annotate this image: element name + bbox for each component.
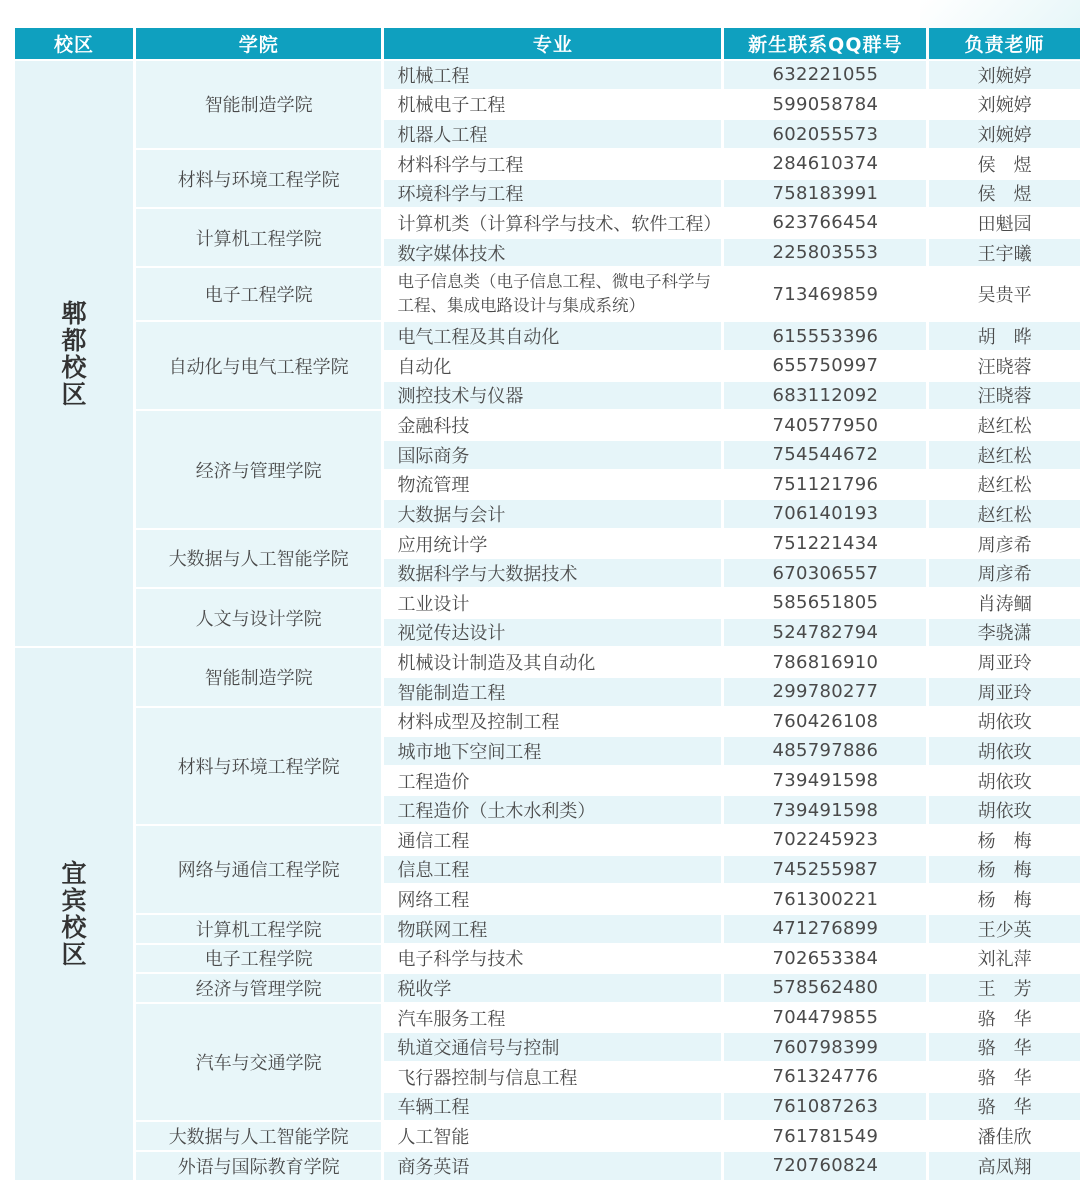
major-cell: 商务英语: [384, 1152, 721, 1180]
teacher-cell: 胡依玫: [929, 708, 1080, 736]
table-row: [15, 915, 1080, 943]
major-cell: 工业设计: [384, 589, 721, 617]
qq-group-cell: 786816910: [724, 648, 926, 676]
teacher-cell: 杨 梅: [929, 856, 1080, 884]
table-row: [15, 209, 1080, 237]
teacher-cell: 胡依玫: [929, 767, 1080, 795]
major-cell: 工程造价: [384, 767, 721, 795]
header-college: 学院: [136, 28, 381, 59]
major-cell: 物联网工程: [384, 915, 721, 943]
qq-group-cell: 761300221: [724, 885, 926, 913]
table-row: [15, 61, 1080, 89]
table-row: [15, 945, 1080, 973]
major-cell: 电气工程及其自动化: [384, 322, 721, 350]
teacher-cell: 刘婉婷: [929, 91, 1080, 119]
header-qq: 新生联系QQ群号: [724, 28, 926, 59]
major-cell: 材料科学与工程: [384, 150, 721, 178]
college-cell: 材料与环境工程学院: [136, 150, 381, 207]
qq-group-cell: 751121796: [724, 471, 926, 499]
major-cell: 大数据与会计: [384, 500, 721, 528]
major-cell: 自动化: [384, 352, 721, 380]
table-row: [15, 322, 1080, 350]
qq-group-cell: 713469859: [724, 268, 926, 320]
table-row: [15, 708, 1080, 736]
qq-group-cell: 524782794: [724, 619, 926, 647]
college-cell: 智能制造学院: [136, 648, 381, 705]
qq-group-cell: 599058784: [724, 91, 926, 119]
table-row: [15, 826, 1080, 854]
qq-group-cell: 578562480: [724, 974, 926, 1002]
qq-group-cell: 751221434: [724, 530, 926, 558]
teacher-cell: 侯 煜: [929, 150, 1080, 178]
campus-cell: [15, 648, 133, 1179]
college-cell: 人文与设计学院: [136, 589, 381, 646]
table-row: [15, 150, 1080, 178]
major-cell: 测控技术与仪器: [384, 382, 721, 410]
qq-group-cell: 739491598: [724, 796, 926, 824]
qq-group-cell: 761781549: [724, 1122, 926, 1150]
qq-group-cell: 704479855: [724, 1004, 926, 1032]
campus-name: 郫都校区: [61, 298, 87, 409]
teacher-cell: 周彦希: [929, 559, 1080, 587]
major-cell: 材料成型及控制工程: [384, 708, 721, 736]
qq-group-cell: 758183991: [724, 180, 926, 208]
college-cell: 经济与管理学院: [136, 974, 381, 1002]
qq-group-cell: 760426108: [724, 708, 926, 736]
qq-group-cell: 761087263: [724, 1093, 926, 1121]
college-cell: 智能制造学院: [136, 61, 381, 148]
table-row: [15, 1122, 1080, 1150]
table-body: [15, 61, 1080, 1180]
qq-group-cell: 670306557: [724, 559, 926, 587]
major-cell: 飞行器控制与信息工程: [384, 1063, 721, 1091]
major-cell: 轨道交通信号与控制: [384, 1033, 721, 1061]
teacher-cell: 骆 华: [929, 1033, 1080, 1061]
qq-group-cell: 602055573: [724, 120, 926, 148]
table-row: [15, 1004, 1080, 1032]
teacher-cell: 胡 晔: [929, 322, 1080, 350]
major-cell: 人工智能: [384, 1122, 721, 1150]
major-cell: 税收学: [384, 974, 721, 1002]
qq-group-cell: 615553396: [724, 322, 926, 350]
major-cell: 信息工程: [384, 856, 721, 884]
teacher-cell: 刘礼萍: [929, 945, 1080, 973]
teacher-cell: 赵红松: [929, 441, 1080, 469]
table-row: [15, 411, 1080, 439]
college-cell: 计算机工程学院: [136, 915, 381, 943]
teacher-cell: 刘婉婷: [929, 120, 1080, 148]
qq-group-cell: 754544672: [724, 441, 926, 469]
major-cell: 金融科技: [384, 411, 721, 439]
qq-group-cell: 740577950: [724, 411, 926, 439]
major-cell: 机械工程: [384, 61, 721, 89]
college-cell: 材料与环境工程学院: [136, 708, 381, 825]
major-cell: 机器人工程: [384, 120, 721, 148]
major-cell: 数据科学与大数据技术: [384, 559, 721, 587]
table-row: [15, 589, 1080, 617]
college-cell: 大数据与人工智能学院: [136, 530, 381, 587]
qq-group-cell: 761324776: [724, 1063, 926, 1091]
major-cell: 机械设计制造及其自动化: [384, 648, 721, 676]
qq-group-cell: 585651805: [724, 589, 926, 617]
qq-group-cell: 745255987: [724, 856, 926, 884]
teacher-cell: 骆 华: [929, 1093, 1080, 1121]
major-cell: 车辆工程: [384, 1093, 721, 1121]
qq-group-cell: 720760824: [724, 1152, 926, 1180]
teacher-cell: 汪晓蓉: [929, 352, 1080, 380]
teacher-cell: 赵红松: [929, 411, 1080, 439]
qq-group-cell: 702245923: [724, 826, 926, 854]
teacher-cell: 侯 煜: [929, 180, 1080, 208]
teacher-cell: 赵红松: [929, 500, 1080, 528]
qq-group-cell: 623766454: [724, 209, 926, 237]
major-cell: 数字媒体技术: [384, 239, 721, 267]
teacher-cell: 胡依玫: [929, 737, 1080, 765]
teacher-cell: 汪晓蓉: [929, 382, 1080, 410]
table-row: [15, 648, 1080, 676]
table-row: [15, 974, 1080, 1002]
major-cell: 物流管理: [384, 471, 721, 499]
teacher-cell: 吴贵平: [929, 268, 1080, 320]
college-cell: 经济与管理学院: [136, 411, 381, 528]
teacher-cell: 杨 梅: [929, 826, 1080, 854]
table-row: [15, 268, 1080, 320]
qq-group-table: [12, 26, 1080, 1182]
teacher-cell: 高凤翔: [929, 1152, 1080, 1180]
major-cell: 电子科学与技术: [384, 945, 721, 973]
college-cell: 电子工程学院: [136, 268, 381, 320]
college-cell: 自动化与电气工程学院: [136, 322, 381, 409]
teacher-cell: 潘佳欣: [929, 1122, 1080, 1150]
major-cell: 通信工程: [384, 826, 721, 854]
table-row: [15, 530, 1080, 558]
major-cell: 电子信息类（电子信息工程、微电子科学与工程、集成电路设计与集成系统）: [384, 268, 721, 320]
qq-group-cell: 683112092: [724, 382, 926, 410]
campus-name: 宜宾校区: [61, 858, 87, 969]
qq-group-cell: 225803553: [724, 239, 926, 267]
table-header-row: [15, 28, 1080, 59]
header-major: 专业: [384, 28, 721, 59]
major-cell: 工程造价（土木水利类）: [384, 796, 721, 824]
teacher-cell: 王 芳: [929, 974, 1080, 1002]
qq-group-cell: 632221055: [724, 61, 926, 89]
teacher-cell: 赵红松: [929, 471, 1080, 499]
qq-group-cell: 706140193: [724, 500, 926, 528]
college-cell: 电子工程学院: [136, 945, 381, 973]
qq-group-cell: 760798399: [724, 1033, 926, 1061]
major-cell: 应用统计学: [384, 530, 721, 558]
major-cell: 计算机类（计算科学与技术、软件工程）: [384, 209, 721, 237]
college-cell: 计算机工程学院: [136, 209, 381, 266]
teacher-cell: 周亚玲: [929, 648, 1080, 676]
teacher-cell: 肖涛鲴: [929, 589, 1080, 617]
qq-group-cell: 284610374: [724, 150, 926, 178]
teacher-cell: 杨 梅: [929, 885, 1080, 913]
major-cell: 环境科学与工程: [384, 180, 721, 208]
table-row: [15, 1152, 1080, 1180]
qq-group-cell: 739491598: [724, 767, 926, 795]
qq-group-cell: 702653384: [724, 945, 926, 973]
qq-group-cell: 471276899: [724, 915, 926, 943]
college-cell: 网络与通信工程学院: [136, 826, 381, 913]
qq-group-cell: 655750997: [724, 352, 926, 380]
major-cell: 汽车服务工程: [384, 1004, 721, 1032]
major-cell: 机械电子工程: [384, 91, 721, 119]
qq-group-cell: 485797886: [724, 737, 926, 765]
teacher-cell: 周彦希: [929, 530, 1080, 558]
major-cell: 国际商务: [384, 441, 721, 469]
header-campus: 校区: [15, 28, 133, 59]
teacher-cell: 刘婉婷: [929, 61, 1080, 89]
teacher-cell: 胡依玫: [929, 796, 1080, 824]
college-cell: 汽车与交通学院: [136, 1004, 381, 1121]
major-cell: 智能制造工程: [384, 678, 721, 706]
college-cell: 外语与国际教育学院: [136, 1152, 381, 1180]
qq-group-cell: 299780277: [724, 678, 926, 706]
teacher-cell: 王少英: [929, 915, 1080, 943]
college-cell: 大数据与人工智能学院: [136, 1122, 381, 1150]
major-cell: 城市地下空间工程: [384, 737, 721, 765]
campus-cell: [15, 61, 133, 646]
teacher-cell: 李骁潇: [929, 619, 1080, 647]
teacher-cell: 骆 华: [929, 1063, 1080, 1091]
major-cell: 视觉传达设计: [384, 619, 721, 647]
header-teacher: 负责老师: [929, 28, 1080, 59]
major-cell: 网络工程: [384, 885, 721, 913]
teacher-cell: 骆 华: [929, 1004, 1080, 1032]
teacher-cell: 周亚玲: [929, 678, 1080, 706]
teacher-cell: 田魁园: [929, 209, 1080, 237]
teacher-cell: 王宇曦: [929, 239, 1080, 267]
